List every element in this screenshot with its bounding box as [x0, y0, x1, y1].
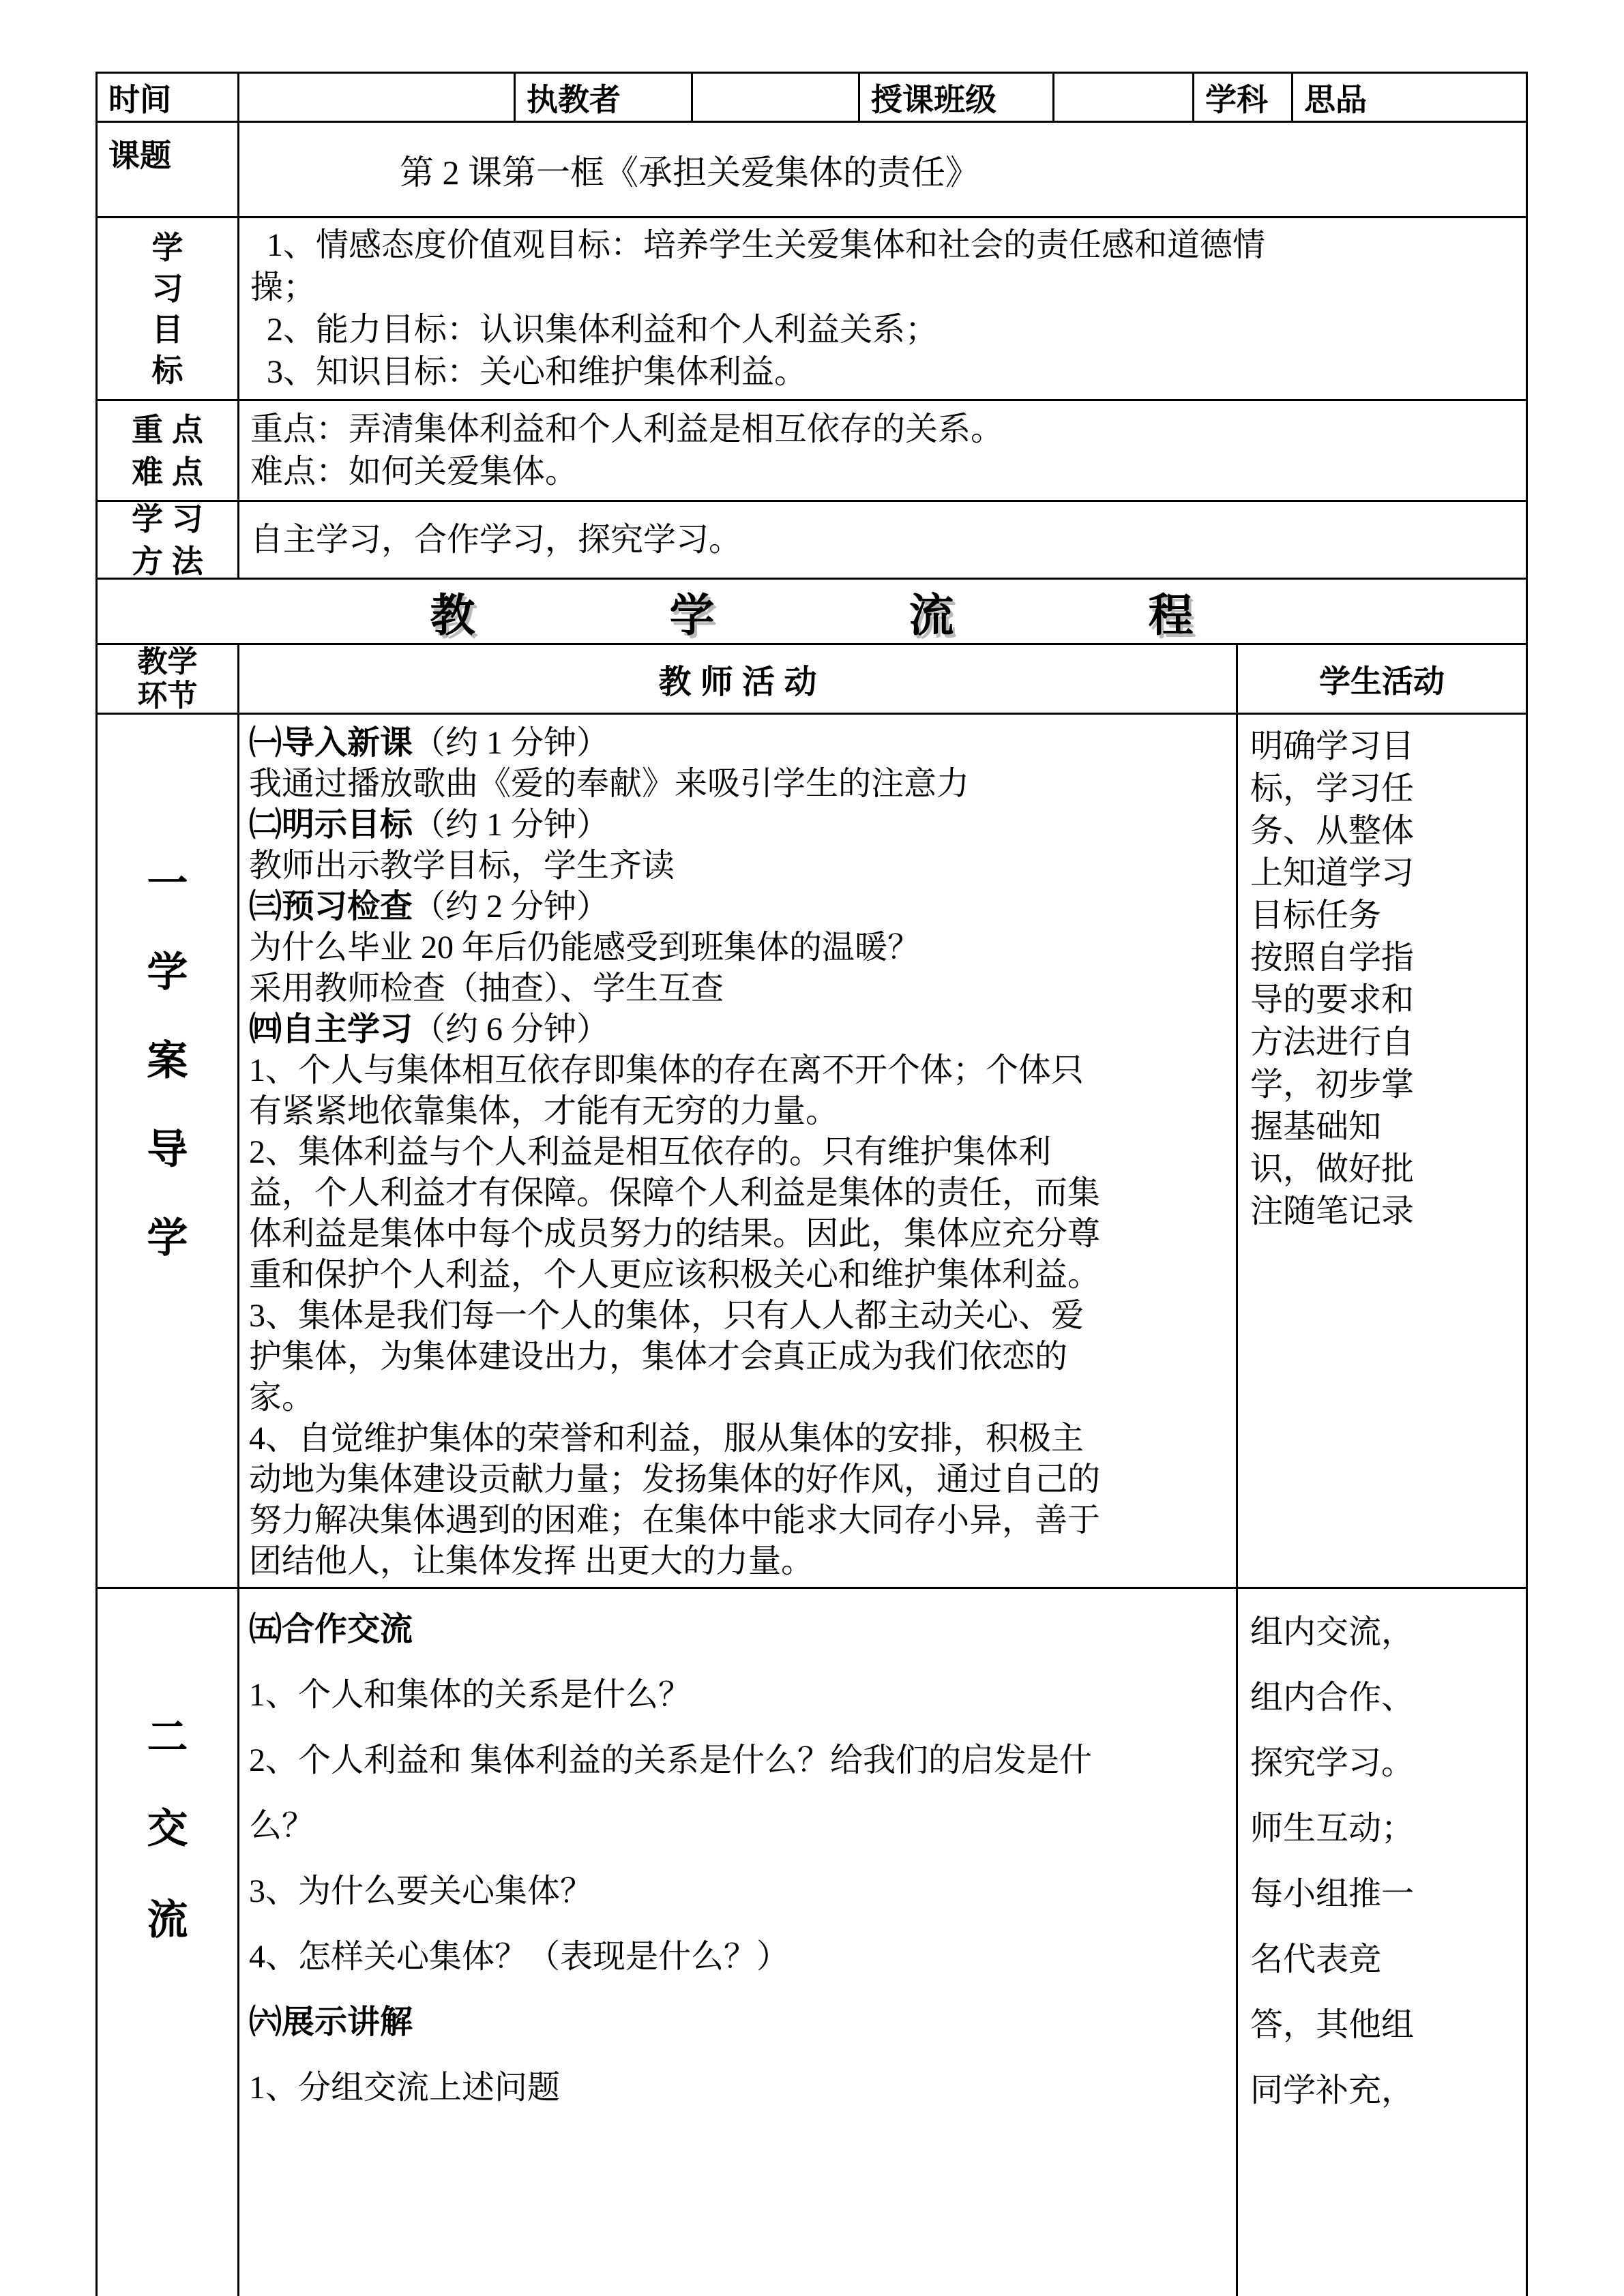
text-line: 1、分组交流上述问题 [249, 2070, 561, 2106]
label-char: 一 [147, 861, 188, 906]
text-line: 难点：如何关爱集体。 [250, 453, 578, 490]
text-line: 教师出示教学目标，学生齐读 [249, 848, 675, 884]
text-line: ㈣自主学习（约 6 分钟） [249, 1011, 610, 1047]
text-line: 方 法 [132, 543, 203, 578]
keypoints-row [98, 401, 1526, 502]
subject-label: 学科 [1192, 74, 1291, 121]
text-line: 益，个人利益才有保障。保障个人利益是集体的责任，而集 [249, 1175, 1101, 1211]
section2-row [98, 1589, 1526, 2296]
label-char: 学 [147, 1215, 188, 1261]
text-line: 按照自学指导的要求和方法进行自学，初步掌握基础知识，做好批注随笔记录 [1250, 940, 1415, 1229]
label-char: 二 [147, 1714, 188, 1760]
teaching-flow-banner [98, 580, 1526, 645]
section1-stage-label [98, 715, 237, 1587]
text-line: 2、个人利益和 集体利益的关系是什么？给我们的启发是什 [249, 1742, 1093, 1778]
label-char: 学 [669, 590, 715, 640]
instructor-label: 执教者 [514, 74, 691, 121]
text-line: 明确学习目标，学习任务、从整体上知道学习目标任务 [1250, 728, 1415, 934]
text-line: 动地为集体建设贡献力量；发扬集体的好作风，通过自己的 [249, 1461, 1101, 1497]
label-char: 学 [147, 949, 188, 995]
teacher-activity-header: 教 师 活 动 [237, 645, 1236, 713]
student-activity-header: 学生活动 [1236, 645, 1526, 713]
label-char: 导 [147, 1127, 188, 1172]
stage-column-header [98, 645, 237, 713]
text-line: 家。 [249, 1380, 315, 1416]
label-char: 标 [151, 352, 183, 388]
section1-row [98, 715, 1526, 1589]
text-line: 重 点 [132, 411, 203, 447]
text-line: 2、集体利益与个人利益是相互依存的。只有维护集体利 [249, 1134, 1052, 1170]
label-char: 教 [430, 590, 475, 640]
text-line: 1、情感态度价值观目标：培养学生关爱集体和社会的责任感和道德情 [250, 226, 1266, 263]
text-line: 有紧紧地依靠集体，才能有无穷的力量。 [249, 1093, 839, 1129]
text-line: 4、怎样关心集体？（表现是什么？） [249, 1939, 790, 1975]
text-line: 学 习 [132, 502, 203, 537]
text-line: ㈤合作交流 [249, 1611, 413, 1648]
text-line: ㈠导入新课（约 1 分钟） [249, 725, 610, 761]
text-line: 3、集体是我们每一个人的集体，只有人人都主动关心、爱 [249, 1298, 1084, 1334]
text-line: ㈡明示目标（约 1 分钟） [249, 807, 610, 843]
text-line: 么？ [249, 1808, 315, 1844]
class-value [1052, 74, 1192, 121]
text-line: ㈢预习检查（约 2 分钟） [249, 889, 610, 925]
text-line: 难 点 [132, 453, 203, 490]
label-char: 目 [151, 311, 183, 347]
text-line: 教学 [137, 645, 198, 679]
text-line: 团结他人，让集体发挥 出更大的力量。 [249, 1543, 814, 1579]
text-line: 体利益是集体中每个成员努力的结果。因此，集体应充分尊 [249, 1216, 1101, 1252]
lesson-plan-table [95, 72, 1528, 2296]
text-line: 操； [250, 269, 316, 305]
text-line: 3、为什么要关心集体？ [249, 1873, 593, 1909]
label-char: 习 [151, 270, 183, 306]
text-line: 环节 [137, 679, 198, 713]
keypoints-label [98, 401, 237, 500]
activity-header-row [98, 645, 1526, 715]
instructor-value [691, 74, 858, 121]
text-line: 采用教师检查（抽查）、学生互查 [249, 970, 724, 1007]
methods-row [98, 502, 1526, 580]
time-label: 时间 [108, 81, 171, 117]
text-line: 护集体，为集体建设出力，集体才会真正成为我们依恋的 [249, 1339, 1068, 1375]
section1-teacher-activity [237, 715, 1236, 1587]
objectives-row [98, 218, 1526, 401]
subject-value: 思品 [1291, 74, 1526, 121]
text-line: 2、能力目标：认识集体利益和个人利益关系； [250, 311, 939, 348]
methods-content [237, 502, 1526, 578]
keypoints-content [237, 401, 1526, 500]
label-char: 学 [151, 229, 183, 265]
text-line: 1、个人与集体相互依存即集体的存在离不开个体；个体只 [249, 1052, 1084, 1088]
text-line: ㈥展示讲解 [249, 2004, 413, 2040]
text-line: 重和保护个人利益，个人更应该积极关心和维护集体利益。 [249, 1257, 1101, 1293]
text-line: 4、自觉维护集体的荣誉和利益，服从集体的安排，积极主 [249, 1420, 1084, 1457]
label-char: 案 [147, 1038, 188, 1084]
label-char: 流 [909, 590, 954, 640]
text-line: 自主学习，合作学习，探究学习。 [250, 521, 742, 558]
text-line: 我通过播放歌曲《爱的奉献》来吸引学生的注意力 [249, 766, 970, 802]
time-value [237, 74, 514, 121]
label-char: 流 [147, 1897, 188, 1943]
info-row [98, 74, 1526, 123]
section2-teacher-activity [237, 1589, 1236, 2296]
section2-student-activity [1236, 1589, 1526, 2296]
objectives-content [237, 218, 1526, 399]
topic-title: 第 2 课第一框《承担关爱集体的责任》 [237, 123, 1526, 216]
objectives-label [98, 218, 237, 399]
topic-row [98, 123, 1526, 218]
text-line: 为什么毕业 20 年后仍能感受到班集体的温暖？ [249, 929, 921, 966]
label-char: 程 [1148, 590, 1194, 640]
text-line: 3、知识目标：关心和维护集体利益。 [250, 353, 808, 390]
class-label: 授课班级 [858, 74, 1052, 121]
topic-label: 课题 [108, 138, 171, 173]
label-char: 交 [147, 1806, 188, 1851]
methods-label [98, 502, 237, 578]
text-line: 努力解决集体遇到的困难；在集体中能求大同存小异，善于 [249, 1502, 1101, 1538]
section1-student-activity [1236, 715, 1526, 1587]
text-line: 重点：弄清集体利益和个人利益是相互依存的关系。 [250, 411, 1004, 447]
text-line: 1、个人和集体的关系是什么？ [249, 1677, 692, 1713]
section2-stage-label [98, 1589, 237, 2296]
text-line: 组内交流，组内合作、探究学习。师生互动；每小组推一名代表竞答，其他组同学补充， [1250, 1614, 1415, 2108]
